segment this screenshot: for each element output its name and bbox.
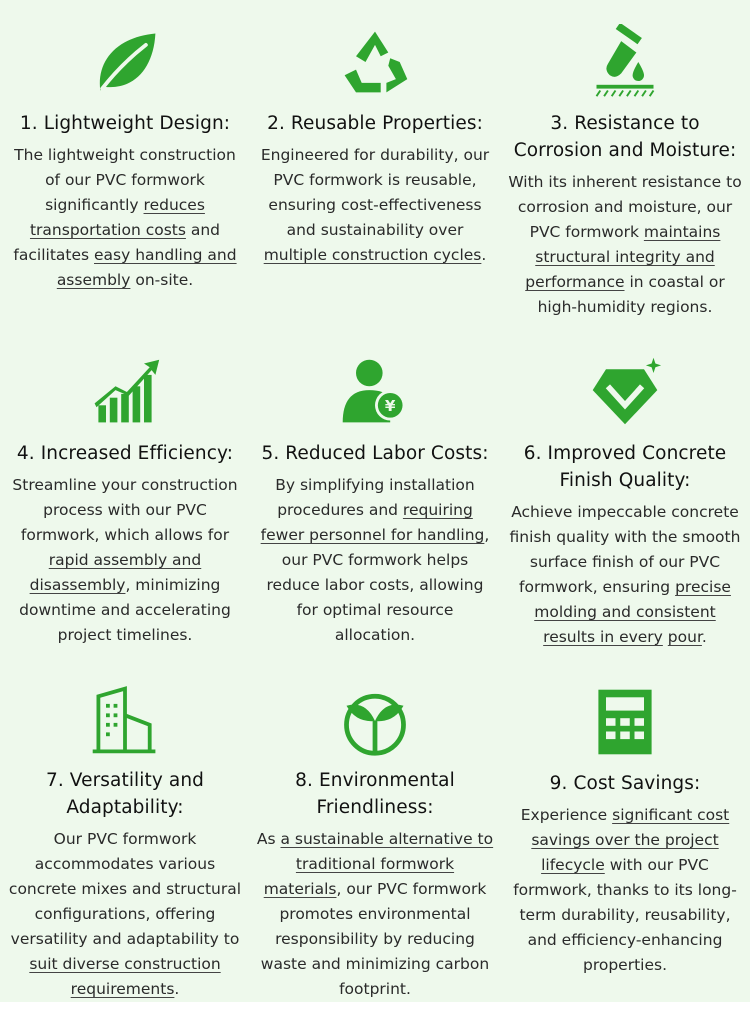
description-text: on-site. bbox=[130, 271, 194, 289]
feature-title: 4. Increased Efficiency: bbox=[16, 443, 234, 464]
highlight-text: significant cost savings over the project lifecycle bbox=[531, 806, 730, 874]
feature-description bbox=[6, 473, 244, 648]
feature-description bbox=[506, 803, 744, 978]
feature-title: 6. Improved Concrete Finish Quality: bbox=[523, 443, 727, 491]
description-text: , our PVC formwork promotes environmental responsibility by reducing waste and minimizing carbon footprint. bbox=[260, 880, 490, 998]
description-text: Our PVC formwork accommodates various concrete mixes and structural configurations, offering versatility and adaptability to bbox=[8, 830, 242, 948]
feature-card bbox=[500, 660, 750, 1002]
worker-cost-icon bbox=[335, 352, 415, 432]
highlight-text: pour bbox=[667, 628, 702, 646]
feature-title: 8. Environmental Friendliness: bbox=[295, 770, 455, 818]
feature-card bbox=[250, 330, 500, 660]
feature-title: 5. Reduced Labor Costs: bbox=[261, 443, 489, 464]
svg-text:¥: ¥ bbox=[384, 397, 396, 415]
description-text: The lightweight construction of our PVC formwork significantly bbox=[14, 146, 236, 214]
feature-title: 3. Resistance to Corrosion and Moisture: bbox=[513, 113, 737, 161]
description-text: . bbox=[701, 628, 707, 646]
description-text: Engineered for durability, our PVC formwork is reusable, ensuring cost-effectiveness and sustainability over bbox=[260, 146, 490, 239]
highlight-text: suit diverse construction requirements bbox=[29, 955, 221, 998]
buildings-icon bbox=[85, 682, 165, 759]
feature-card bbox=[250, 0, 500, 330]
feature-card bbox=[0, 330, 250, 660]
highlight-text: precise molding and consistent results in every bbox=[534, 578, 731, 646]
description-text: . bbox=[481, 246, 487, 264]
recycle-icon bbox=[335, 22, 415, 102]
description-text: Achieve impeccable concrete finish quality with the smooth surface finish of our PVC formwork, ensuring bbox=[509, 503, 741, 596]
feature-description bbox=[6, 143, 244, 293]
feature-description bbox=[506, 500, 744, 650]
feature-card bbox=[500, 330, 750, 660]
highlight-text: a sustainable alternative to traditional formwork materials bbox=[263, 830, 494, 898]
feature-title: 7. Versatility and Adaptability: bbox=[45, 770, 205, 818]
feature-description bbox=[256, 143, 494, 268]
highlight-text: multiple construction cycles bbox=[263, 246, 482, 264]
description-text: Streamline your construction process with our PVC formwork, which allows for bbox=[12, 476, 238, 544]
calculator-icon bbox=[585, 682, 665, 762]
highlight-text: easy handling and assembly bbox=[56, 246, 237, 289]
diamond-quality-icon bbox=[585, 352, 665, 432]
feature-description bbox=[256, 827, 494, 1002]
feature-description bbox=[6, 827, 244, 1002]
feature-description bbox=[256, 473, 494, 648]
leaf-icon bbox=[85, 22, 165, 102]
feature-title: 1. Lightweight Design: bbox=[19, 113, 231, 134]
feature-description bbox=[506, 170, 744, 320]
feature-title: 9. Cost Savings: bbox=[549, 773, 701, 794]
feature-card bbox=[0, 0, 250, 330]
feature-card bbox=[250, 660, 500, 1002]
highlight-text: reduces transportation costs bbox=[29, 196, 205, 239]
description-text: , our PVC formwork helps reduce labor costs, allowing for optimal resource allocation. bbox=[266, 526, 490, 644]
highlight-text: requiring fewer personnel for handling bbox=[260, 501, 485, 544]
feature-card bbox=[0, 660, 250, 1002]
description-text: As bbox=[256, 830, 281, 848]
description-text: By simplifying installation procedures and bbox=[275, 476, 475, 519]
highlight-text: maintains structural integrity and performance bbox=[525, 223, 721, 291]
description-text: and facilitates bbox=[13, 221, 221, 264]
growth-chart-icon bbox=[85, 352, 165, 432]
feature-title: 2. Reusable Properties: bbox=[267, 113, 483, 134]
highlight-text: rapid assembly and disassembly bbox=[29, 551, 202, 594]
description-text: , minimizing downtime and accelerating project timelines. bbox=[19, 576, 231, 644]
description-text: Experience bbox=[520, 806, 613, 824]
feature-card bbox=[500, 0, 750, 330]
description-text: . bbox=[174, 980, 180, 998]
description-text: in coastal or high-humidity regions. bbox=[537, 273, 725, 316]
sprout-icon bbox=[335, 682, 415, 759]
description-text: with our PVC formwork, thanks to its long-term durability, reusability, and efficiency-enhancing properties. bbox=[513, 856, 737, 974]
test-tube-drop-icon bbox=[585, 22, 665, 102]
description-text: With its inherent resistance to corrosion and moisture, our PVC formwork bbox=[508, 173, 742, 241]
